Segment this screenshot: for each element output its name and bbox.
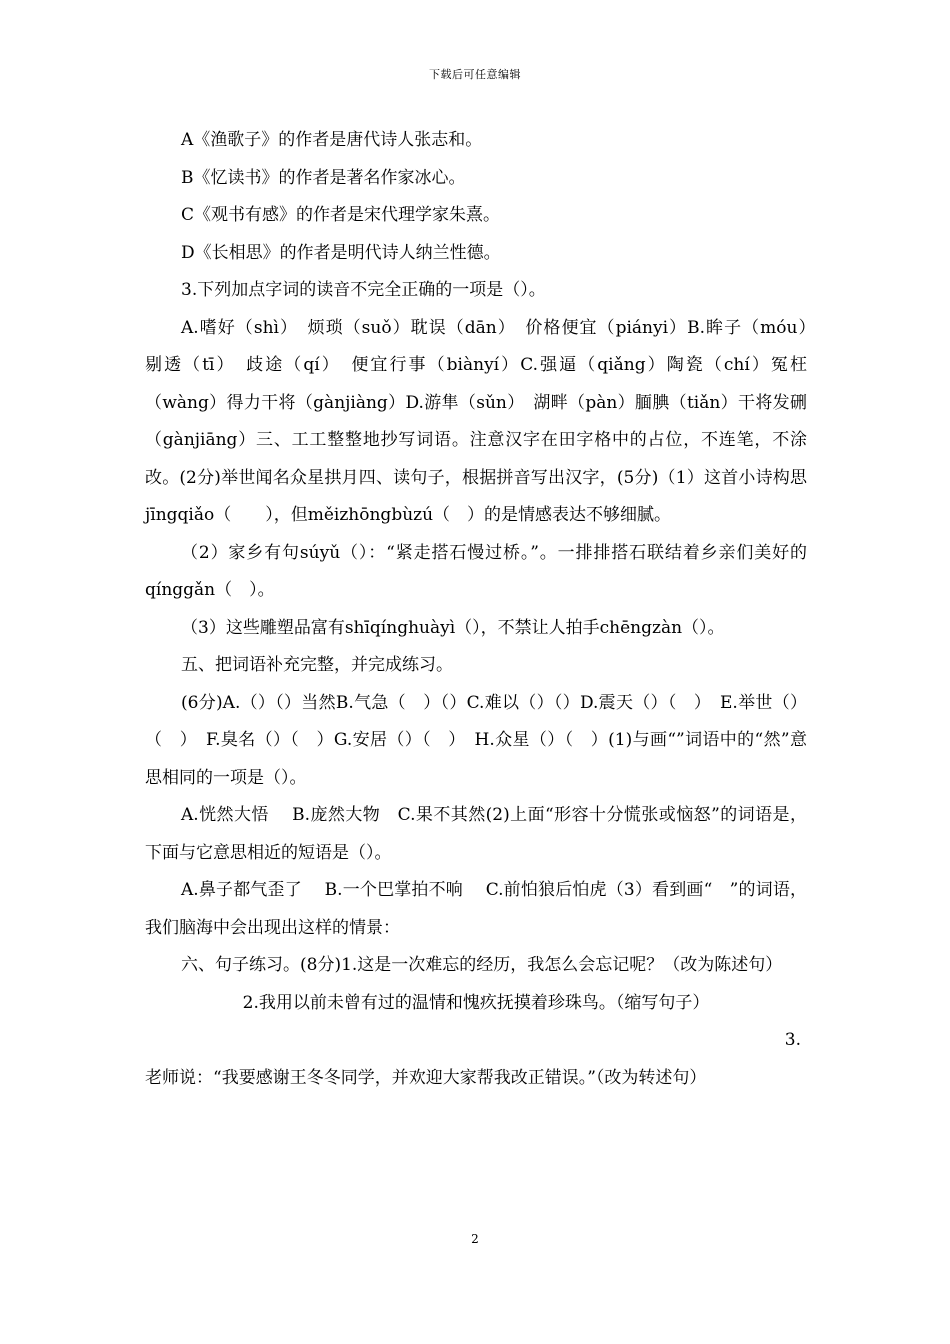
sentence-exercise-3: 老师说：“我要感谢王冬冬同学，并欢迎大家帮我改正错误。”（改为转述句）	[145, 1067, 707, 1088]
option-a-line: A《渔歌子》的作者是唐代诗人张志和。	[181, 130, 483, 150]
word-completion-paragraph: (6分)A.（）（）当然B.气急（ ）（）C.难以（）（）D.震天（）（ ） E.举世（）（ ） F.臭名（）（ ）G.安居（）（ ） H.众星（）（ ）(1)与画“”词语中的“然”意思相同的一项是（）。	[145, 692, 807, 788]
pinyin-options-paragraph: A.嗜好（shì） 烦琐（suǒ）耽误（dān） 价格便宜（piányi）B.眸子（móu） 剔透（tī） 歧途（qí） 便宜行事（biànyí）C.强逼（qiǎng）陶瓷（chí）冤枉（wàng）得力干将（gànjiàng）D.游隼（sǔn） 湖畔（pàn）腼腆（tiǎn）干将发硎（gànjiāng）三、工工整整地抄写词语。注意汉字在田字格中的占位，不连笔，不涂改。(2分)举世闻名众星拱月四、读句子，根据拼音写出汉字，(5分)（1）这首小诗构思jīngqiǎo（ ），但měizhōngbùzú（ ）的是情感表达不够细腻。	[145, 317, 824, 525]
sentence-exercise-2: 2.我用以前未曾有过的温情和愧疚抚摸着珍珠鸟。（缩写句子）	[242, 992, 710, 1013]
sentence-3: （3）这些雕塑品富有shīqínghuàyì（），不禁让人拍手chēngzàn（）。	[181, 617, 725, 638]
sentence-2: （2）家乡有句súyǔ（）：“紧走搭石慢过桥。”。一排排搭石联结着乡亲们美好的qínggǎn（ ）。	[145, 542, 807, 600]
question-3: 3.下列加点字词的读音不完全正确的一项是（）。	[181, 280, 546, 300]
option-b-line: B《忆读书》的作者是著名作家冰心。	[181, 167, 466, 188]
option-c-line: C《观书有感》的作者是宋代理学家朱熹。	[181, 205, 501, 225]
section-6-heading: 六、句子练习。(8分)1.这是一次难忘的经历，我怎么会忘记呢？（改为陈述句）	[181, 955, 783, 975]
option-d-line: D《长相思》的作者是明代诗人纳兰性德。	[181, 242, 501, 263]
choice-paragraph-1: A.恍然大悟 B.庞然大物 C.果不其然(2)上面“形容十分慌张或恼怒”的词语是，下面与它意思相近的短语是（）。	[145, 805, 807, 863]
page-number: 2	[471, 1232, 479, 1246]
sentence-exercise-3-number: 3.	[784, 1030, 801, 1050]
page-header: 下载后可任意编辑	[429, 68, 521, 81]
section-5-heading: 五、把词语补充完整，并完成练习。	[181, 655, 453, 675]
document-body	[145, 122, 824, 1097]
choice-paragraph-2: A.鼻子都气歪了 B.一个巴掌拍不响 C.前怕狼后怕虎（3）看到画“ ”的词语，我们脑海中会出现出这样的情景：	[145, 880, 807, 938]
